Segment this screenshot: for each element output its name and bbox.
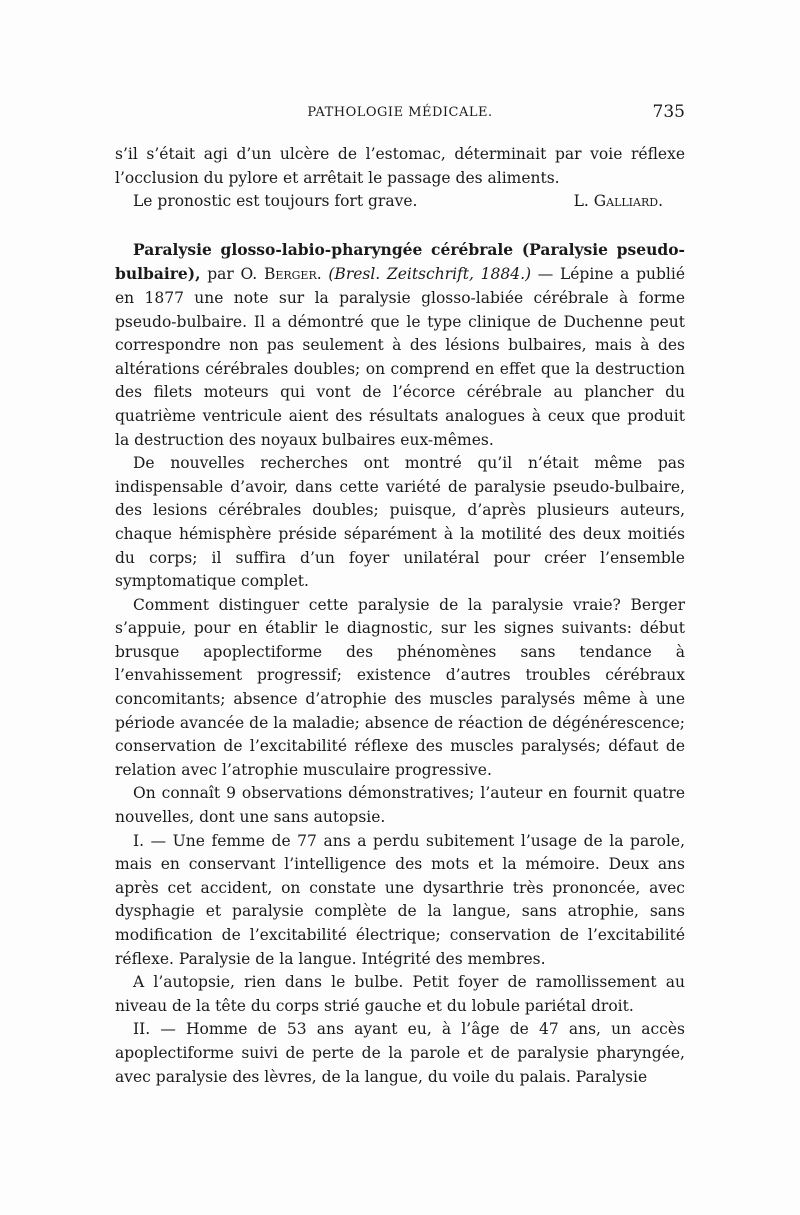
- article-author: Berger.: [263, 265, 322, 284]
- case-1-paragraph: I. — Une femme de 77 ans a perdu subitement l’usage de la parole, mais en conservant l’intelligence des mots et la mémoire. Deux ans après cet accident, on constate une dysarthrie très prononcée, avec dysphagie et paralysie complète de la langue, sans atrophie, sans modification de l’excitabilité électrique; conservation de l’excitabilité réflexe. Paralysie de la langue. Intégrité des membres.: [115, 831, 685, 968]
- case-2-paragraph: II. — Homme de 53 ans ayant eu, à l’âge de 47 ans, un accès apoplectiforme suivi de perte de la parole et de paralysie pharyngée, avec paralysie des lèvres, de la langue, du voile du palais. Paralysie: [115, 1020, 685, 1086]
- section-gap: [115, 214, 685, 238]
- article-paragraph-4: On connaît 9 observations démonstratives; l’auteur en fournit quatre nouvelles, dont une sans autopsie.: [115, 784, 685, 827]
- article-source: (Bresl. Zeitschrift, 1884.): [328, 265, 532, 284]
- article-title: Paralysie glosso-labio-pharyngée cérébrale (Paralysie pseudo-bulbaire),: [115, 239, 685, 284]
- running-header: [115, 102, 685, 129]
- article-body-p1: — Lépine a publié en 1877 une note sur la paralysie glosso-labiée cérébrale à forme pseudo-bulbaire. Il a démontré que le type clinique de Duchenne peut correspondre non pas seulement à des lésions bulbaires, mais à des altérations cérébrales doubles; on comprend en effet que la destruction des filets moteurs qui vont de l’écorce cérébrale au plancher du quatrième ventricule aient des résultats analogues à ceux que produit la destruction des noyaux bulbaires eux-mêmes.: [115, 265, 686, 449]
- article-first-paragraph: [115, 238, 685, 452]
- page-number: 735: [652, 102, 685, 122]
- prognosis-text: Le pronostic est toujours fort grave.: [133, 192, 418, 211]
- body-text: [115, 143, 685, 1089]
- author-signature: L. Galliard.: [573, 192, 663, 211]
- article-paragraph-3: Comment distinguer cette paralysie de la paralysie vraie? Berger s’appuie, pour en établir le diagnostic, sur les signes suivants: début brusque apoplectiforme des phénomènes sans tendance à l’envahissement progressif; existence d’autres troubles cérébraux concomitants; absence d’atrophie des muscles paralysés même à une période avancée de la maladie; absence de réaction de dégénérescence; conservation de l’excitabilité réflexe des muscles paralysés; défaut de relation avec l’atrophie musculaire progressive.: [115, 595, 685, 779]
- article-paragraph-2: De nouvelles recherches ont montré qu’il n’était même pas indispensable d’avoir, dans cette variété de paralysie pseudo-bulbaire, des lesions cérébrales doubles; puisque, d’après plusieurs auteurs, chaque hémisphère préside séparément à la motilité des deux moitiés du corps; il suffira d’un foyer unilatéral pour créer l’ensemble symptomatique complet.: [115, 454, 685, 591]
- running-title: PATHOLOGIE MÉDICALE.: [307, 105, 493, 120]
- prognosis-line: [115, 190, 685, 214]
- case-1-autopsy-paragraph: A l’autopsie, rien dans le bulbe. Petit foyer de ramollissement au niveau de la tête du corps strié gauche et du lobule pariétal droit.: [115, 973, 685, 1015]
- intro-paragraph: s’il s’était agi d’un ulcère de l’estomac, déterminait par voie réflexe l’occlusion du pylore et arrêtait le passage des aliments.: [115, 145, 685, 187]
- byline-prefix: par O.: [207, 265, 258, 284]
